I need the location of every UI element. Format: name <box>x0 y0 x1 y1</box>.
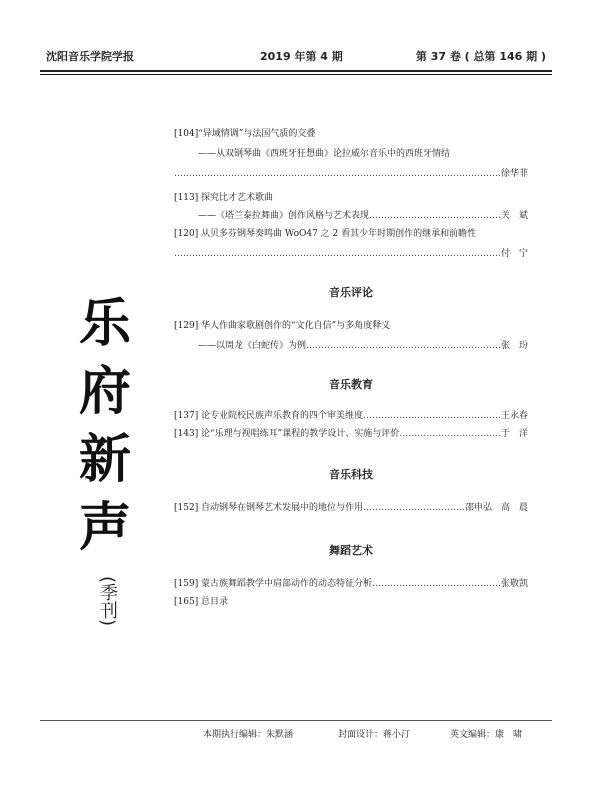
section-heading-criticism: 音乐评论 <box>329 286 373 299</box>
journal-name: 沈阳音乐学院学报 <box>46 50 134 63</box>
title-char: 府 <box>78 362 131 422</box>
english-editor: 英文编辑：康 啸 <box>450 730 523 740</box>
section-heading-technology: 音乐科技 <box>329 468 373 481</box>
header-rule <box>40 70 552 72</box>
toc-entry: [165] 总目录 <box>174 597 229 607</box>
author: 付 宁 <box>500 249 528 259</box>
toc-subtitle: ——《塔兰泰拉舞曲》创作风格与艺术表现 …………………………………………………………………………………………………………………… 关 斌 <box>174 208 528 224</box>
section-heading-dance: 舞蹈艺术 <box>329 544 373 557</box>
toc-entry-author-line <box>174 166 528 182</box>
title-char: 新 <box>78 430 131 490</box>
toc-entry: [104]“异域情调”与法国气质的交叠 <box>174 129 316 139</box>
author: 徐华菲 <box>500 169 528 179</box>
footer-rule <box>40 720 552 721</box>
toc-entry: [129] 华人作曲家歌剧创作的“文化自信”与多角度释义 <box>174 321 391 331</box>
toc-entry: [120] 从贝多芬钢琴奏鸣曲 WoO47 之 2 看其少年时期创作的继承和前瞻性 <box>174 229 477 239</box>
executive-editor: 本期执行编辑：朱默涵 <box>203 730 294 740</box>
running-header <box>40 46 552 66</box>
leader-dots <box>369 208 501 224</box>
leader-dots <box>399 426 501 442</box>
author: 关 斌 <box>500 211 528 221</box>
toc-entry: [143] 论“乐理与视唱练耳”课程的教学设计、实施与评价 …………………………………………………………………………………………………………………… 于 洋 <box>174 426 528 442</box>
author: 邵申弘 高 晨 <box>464 503 528 513</box>
cover-designer: 封面设计：蒋小汀 <box>338 730 411 740</box>
title-char: 声 <box>78 498 131 558</box>
leader-dots <box>306 338 501 354</box>
issue-number: 2019 年第 4 期 <box>260 50 343 63</box>
toc-entry: [113] 探究比才艺术歌曲 <box>174 193 274 203</box>
title-char: 乐 <box>78 294 131 354</box>
volume-number: 第 37 卷 ( 总第 146 期 ) <box>415 50 546 63</box>
author: 王永春 <box>500 411 528 421</box>
leader-dots <box>174 246 501 262</box>
toc-entry: [152] 自动钢琴在钢琴艺术发展中的地位与作用 …………………………………………………………………………………………………………………… 邵申弘 高 晨 <box>174 500 528 516</box>
toc-entry: [159] 蒙古族舞蹈教学中肩部动作的动态特征分析 …………………………………………………………………………………………………………………… 张敬凯 <box>174 576 528 592</box>
header-rule-thin <box>40 74 552 75</box>
section-heading-education: 音乐教育 <box>329 378 373 391</box>
toc-subtitle: ——以周龙《白蛇传》为例 …………………………………………………………………………………………………………………… 张 玢 <box>174 338 528 354</box>
author: 张 玢 <box>500 341 528 351</box>
leader-dots <box>363 408 501 424</box>
journal-title <box>60 290 150 636</box>
leader-dots <box>363 500 465 516</box>
toc-subtitle: ——从双钢琴曲《西班牙狂想曲》论拉威尔音乐中的西班牙情结 <box>198 149 451 159</box>
author: 张敬凯 <box>500 579 528 589</box>
leader-dots <box>174 166 501 182</box>
toc-entry-author-line <box>174 246 528 262</box>
quarterly-label: (季刊) <box>97 575 118 627</box>
toc-entry: [137] 论专业院校民族声乐教育的四个审美维度 …………………………………………………………………………………………………………………… 王永春 <box>174 408 528 424</box>
leader-dots <box>372 576 501 592</box>
author: 于 洋 <box>500 429 528 439</box>
